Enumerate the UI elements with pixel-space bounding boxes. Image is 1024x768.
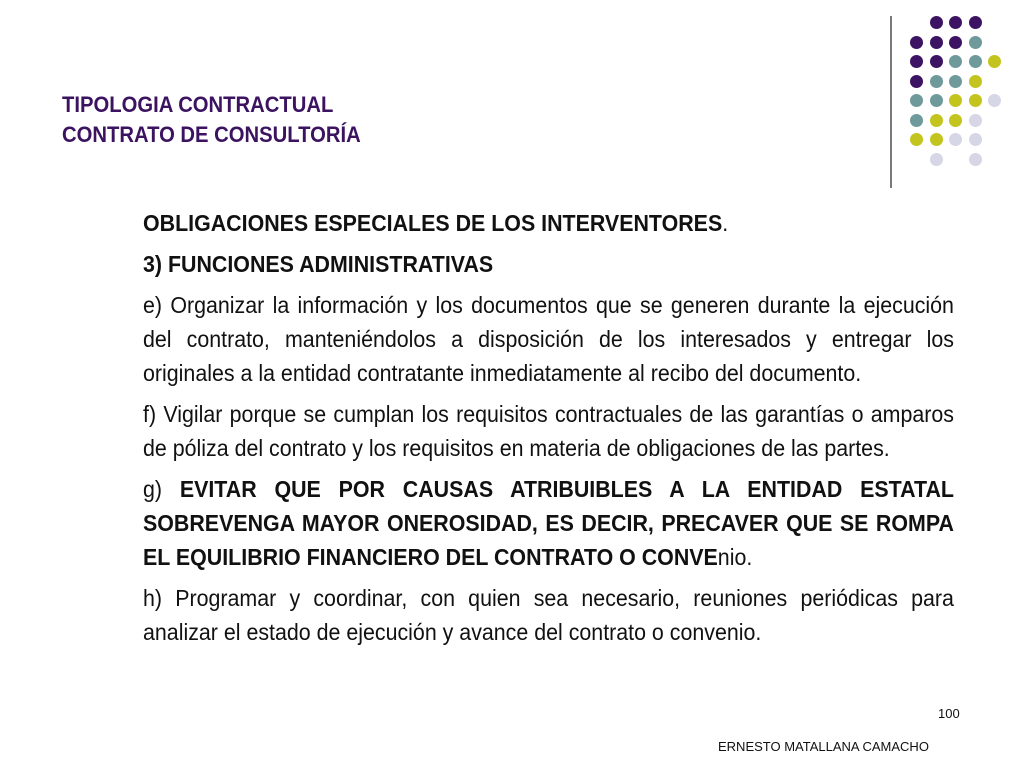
decorative-dot [949,114,962,127]
decorative-dot [910,133,923,146]
vertical-divider [890,16,892,188]
decorative-dot [969,16,982,29]
slide-title [62,90,540,150]
decorative-dot [910,114,923,127]
item-h-paragraph: h) Programar y coordinar, con quien sea necesario, reuniones periódicas para analizar el estado de ejecución y avance del contrato o convenio. [143,585,954,645]
decorative-dot [949,94,962,107]
decorative-dot [930,36,943,49]
decorative-dot [930,114,943,127]
decorative-dot [949,36,962,49]
decorative-dot-grid [900,12,1020,172]
decorative-dot [949,133,962,146]
decorative-dot [969,36,982,49]
slide-body [143,206,954,656]
footer-author: ERNESTO MATALLANA CAMACHO [718,739,929,754]
decorative-dot [930,153,943,166]
decorative-dot [910,75,923,88]
item-g-paragraph: g) EVITAR QUE POR CAUSAS ATRIBUIBLES A LA ENTIDAD ESTATAL SOBREVENGA MAYOR ONEROSIDAD, ES DECIR, PRECAVER QUE SE ROMPA EL EQUILIBRIO FINANCIERO DEL CONTRATO O CONVEnio. [143,476,954,570]
item-e-paragraph: e) Organizar la información y los documentos que se generen durante la ejecución del contrato, manteniéndolos a disposición de los interesados y entregar los originales a la entidad contratante inmediatamente al recibo del documento. [143,292,954,386]
decorative-dot [969,153,982,166]
decorative-dot [910,55,923,68]
decorative-dot [969,114,982,127]
decorative-dot [969,94,982,107]
decorative-dot [988,94,1001,107]
decorative-dot [949,16,962,29]
decorative-dot [930,16,943,29]
page-number: 100 [938,706,960,721]
decorative-dot [930,133,943,146]
decorative-dot [969,55,982,68]
decorative-dot [930,75,943,88]
decorative-dot [969,75,982,88]
decorative-dot [910,36,923,49]
item-f-paragraph: f) Vigilar porque se cumplan los requisitos contractuales de las garantías o amparos de póliza del contrato y los requisitos en materia de obligaciones de las partes. [143,401,954,461]
decorative-dot [930,94,943,107]
title-line-1: TIPOLOGIA CONTRACTUAL [62,92,334,117]
section-heading-funciones: 3) FUNCIONES ADMINISTRATIVAS [143,251,494,277]
decorative-dot [969,133,982,146]
decorative-dot [949,55,962,68]
decorative-dot [988,55,1001,68]
decorative-dot [930,55,943,68]
decorative-dot [910,94,923,107]
decorative-dot [949,75,962,88]
title-line-2: CONTRATO DE CONSULTORÍA [62,122,361,147]
section-heading-obligaciones: OBLIGACIONES ESPECIALES DE LOS INTERVENTORES. [143,210,729,236]
